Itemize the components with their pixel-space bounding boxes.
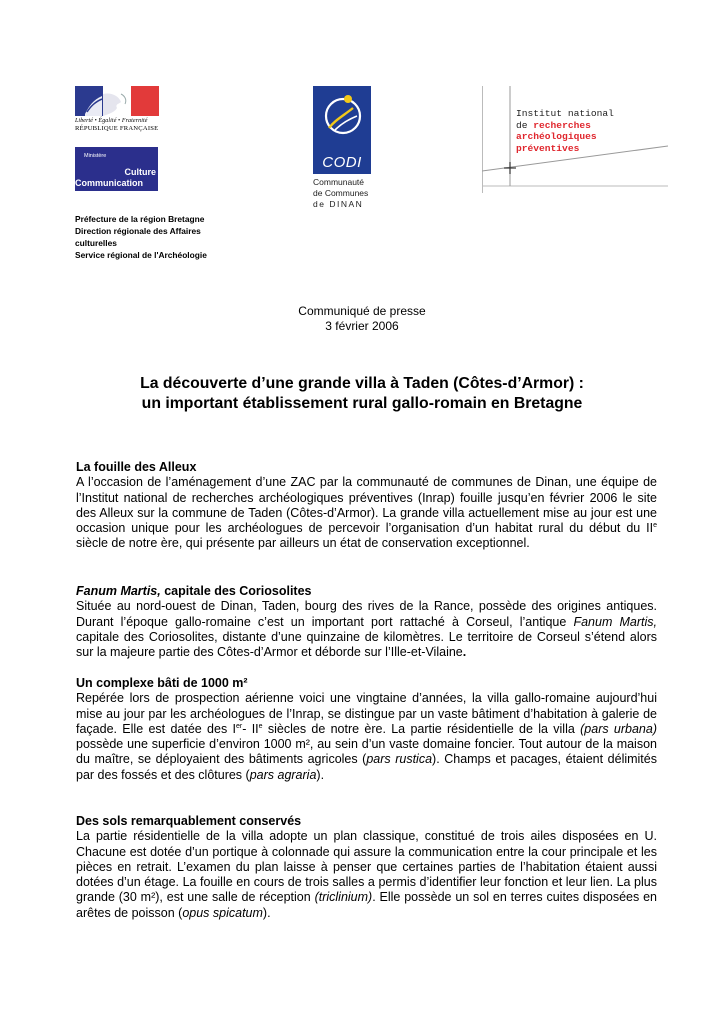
prefecture-line: Direction régionale des Affaires xyxy=(75,226,201,236)
section-heading: Un complexe bâti de 1000 m² xyxy=(76,676,248,690)
section-fanum-martis xyxy=(76,584,657,660)
press-label: Communiqué de presse xyxy=(298,304,426,318)
culture-label: Culture xyxy=(124,167,156,177)
ministere-label: Ministère xyxy=(84,153,107,159)
section-heading: La fouille des Alleux xyxy=(76,460,197,474)
section-heading: Des sols remarquablement conservés xyxy=(76,814,302,828)
inrap-line2a: de xyxy=(516,119,534,131)
section-complexe-bati xyxy=(76,676,657,783)
codi-logo xyxy=(313,86,371,210)
marianne-flag-icon xyxy=(75,86,159,116)
republique-name: RÉPUBLIQUE FRANÇAISE xyxy=(75,125,159,132)
inrap-line3: archéologiques xyxy=(516,131,597,142)
title-line2: un important établissement rural gallo-romain en Bretagne xyxy=(141,395,583,412)
codi-caption-line1: Communauté xyxy=(313,177,365,187)
prefecture-block xyxy=(75,213,245,261)
section-paragraph: La partie résidentielle de la villa adopte un plan classique, constitué de trois ailes disposées en U. Chacune est dotée d’un portique à colonnade qui assure la communication entre la cour principale et les pièces en retrait. L’examen du plan laisse à penser que certaines parties de l’habitation étaient aussi dotées d’un étage. La fouille en cours de trois salles a permis d’identifier leur fonction et leur lien. La plus grande (30 m²), est une salle de réception (triclinium). Elle possède un sol en terres cuites disposées en arêtes de poisson (opus spicatum). xyxy=(76,829,658,920)
section-paragraph: A l’occasion de l’aménagement d’une ZAC par la communauté de communes de Dinan, une équipe de l’Institut national de recherches archéologiques préventives (Inrap) fouille jusqu’en février 2006 le site des Alleux sur la commune de Taden (Côtes-d’Armor). La grande villa actuellement mise au jour est une occasion unique pour les archéologues de percevoir l’organisation d’un habitat rural du début du IIe siècle de notre ère, qui présente par ailleurs un état de conservation exceptionnel. xyxy=(76,475,657,551)
codi-caption-line2: de Communes xyxy=(313,188,369,198)
section-heading: Fanum Martis, capitale des Coriosolites xyxy=(76,584,312,598)
codi-emblem-icon xyxy=(313,86,371,174)
codi-caption-line3: de DINAN xyxy=(313,199,364,209)
republique-francaise-logo xyxy=(75,86,159,132)
section-sols xyxy=(76,814,657,921)
inrap-line1: Institut national xyxy=(516,108,614,119)
press-release-header xyxy=(0,304,724,334)
inrap-line4: préventives xyxy=(516,142,580,154)
codi-text: CODI xyxy=(322,154,362,171)
communication-label: Communication xyxy=(75,178,144,188)
inrap-line2b: recherches xyxy=(533,119,591,131)
page-title xyxy=(0,374,724,414)
section-paragraph: Repérée lors de prospection aérienne voici une vingtaine d’années, la villa gallo-romaine aujourd’hui mise au jour par les archéologues de l’Inrap, se distingue par un vaste bâtiment d’habitation à galerie de façade. Elle est datée des Ier- IIe siècles de notre ère. La partie résidentielle de la villa (pars urbana) possède une superficie d’environ 1000 m², au sein d’un vaste domaine foncier. Tout autour de la maison du maître, se déployaient des bâtiments agricoles (pars rustica). Champs et pacages, étaient délimités par des fossés et des clôtures (pars agraria). xyxy=(76,691,657,782)
prefecture-line: Préfecture de la région Bretagne xyxy=(75,214,205,224)
prefecture-line: culturelles xyxy=(75,238,117,248)
title-line1: La découverte d’une grande villa à Taden (Côtes-d’Armor) : xyxy=(140,375,584,392)
republique-motto: Liberté • Égalité • Fraternité xyxy=(75,118,148,124)
inrap-logo xyxy=(482,86,668,193)
section-paragraph: Située au nord-ouest de Dinan, Taden, bourg des rives de la Rance, possède des origines antiques. Durant l’époque gallo-romaine c’est un important port rattaché à Corseul, l’antique Fanum Martis, capitale des Coriosolites, distante d’une quinzaine de kilomètres. Le territoire de Corseul s’étend alors sur la majeure partie des Côtes-d’Armor et déborde sur l’Ille-et-Vilaine. xyxy=(76,599,657,660)
press-date: 3 février 2006 xyxy=(325,319,399,333)
ministere-culture-logo xyxy=(75,147,158,191)
prefecture-line: Service régional de l'Archéologie xyxy=(75,250,207,260)
section-fouille xyxy=(76,460,657,552)
